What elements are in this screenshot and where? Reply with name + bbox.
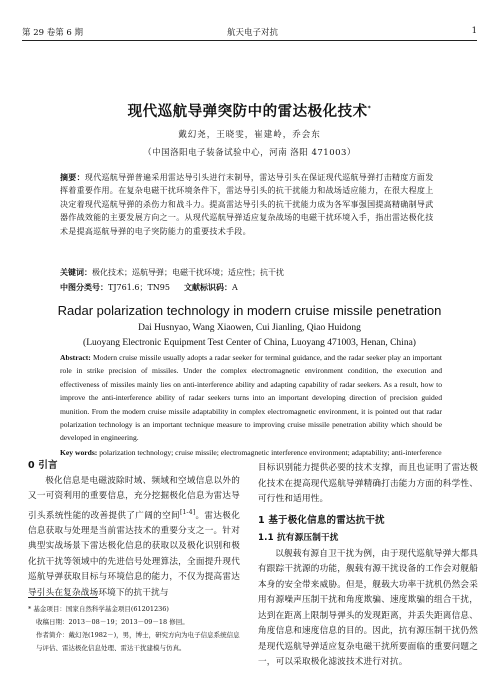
section-heading-intro: 0 引言 — [28, 460, 58, 471]
doc-code-label: 文献标识码： — [183, 283, 232, 292]
authors-en: Dai Husnyao, Wang Xiaowen, Cui Jianling, Qiao Huidong — [138, 323, 361, 333]
clc-label: 中图分类号： — [60, 283, 108, 292]
left-column — [28, 458, 240, 601]
abstract-en — [60, 351, 442, 445]
abstract-cn-text: 现代巡航导弹普遍采用雷达导引头进行末制导，雷达导引头在保证现代巡航导弹打击精度方面发挥着重要作用。在复杂电磁干扰环境条件下，雷达导引头的抗干扰能力和战场适应能力，在很大程度上决定着现代巡航导弹的杀伤力和战斗力。提高雷达导引头的抗干扰能力成为各军事强国提高精确制导武器作战效能的主要发展方向之一。从现代巡航导弹适应复杂战场的电磁干扰环境入手，指出雷达极化技术是提高巡航导弹的电子突防能力的重要技术手段。 — [60, 173, 434, 236]
paper-title-cn: 现代巡航导弹突防中的雷达极化技术* — [127, 104, 372, 120]
right-column — [258, 461, 478, 671]
citation-ref: [1-4] — [179, 508, 196, 516]
subsection-paragraph: 以舰载有源自卫干扰为例，由于现代巡航导弹大都具有跟踪干扰源的功能，舰载有源干扰设备的工作会对舰船本身的安全带来威胁。但是，舰载大功率干扰机仍然会采用有源噪声压制干扰和角度欺骗、速度欺骗的组合干扰，达到在距离上限制导弹头的发现距离，并丢失距离信息、角度信息和速度信息的目的。因此，抗有源压制干扰仍然是现代巡航导弹适应复杂电磁干扰所要面临的重要问题之一，可以采取极化滤波技术进行对抗。 — [258, 548, 478, 667]
abstract-en-text: Modern cruise missile usually adopts a radar seeker for terminal guidance, and the radar seeker play an important role in strike precision of missiles. Under the complex electromagnetic environment condition, the execution and effectiveness of missiles mainly lies on anti-interference ability and adapting capability of radar seekers. As a result, how to improve the anti-interference ability of radar seekers turns into an important developing direction of precision guided munition. From the modern cruise missile adaptability in complex electromagnetic environment, it is pointed out that radar polarization technology is an important technique measure to improving cruise missile penetration ability which should be developed in engineering. — [60, 353, 442, 443]
header-rule — [22, 40, 477, 41]
footnote-author: 作者简介：戴幻尧(1982－)，男，博士，研究方向为电子信息系统信息与评估、雷达极化信息处理、雷达干扰建模与仿真。 — [36, 631, 240, 652]
affiliation-en: (Luoyang Electronic Equipment Test Center of China, Luoyang 471003, Henan, China) — [83, 338, 416, 348]
section-heading-1: 1 基于极化信息的雷达抗干扰 — [258, 514, 385, 526]
page-header — [22, 26, 477, 38]
authors-cn: 戴幻尧，王晓雯，崔建岭，乔会东 — [178, 130, 321, 140]
right-column-continuation: 目标识别能力提供必要的技术支撑，而且也证明了雷达极化技术在提高现代巡航导弹精确打击能力方面的科学性、可行性和适用性。 — [258, 463, 478, 504]
footnote-fund: * 基金项目：国家自然科学基金项目(61201236) — [28, 605, 169, 613]
page-number: 1 — [471, 26, 477, 36]
clc-value: TJ761.6；TN95 — [108, 283, 170, 292]
paper-title-en: Radar polarization technology in modern cruise missile penetration — [57, 303, 442, 318]
journal-volume: 第 29 卷第 6 期 — [22, 28, 84, 38]
footnotes — [28, 603, 240, 655]
classification-cn — [60, 282, 440, 293]
affiliation-cn: （中国洛阳电子装备试验中心，河南 洛阳 471003） — [143, 148, 356, 158]
footnote-rule — [28, 597, 98, 598]
abstract-en-label: Abstract: — [60, 353, 91, 362]
keywords-cn-label: 关键词： — [60, 268, 92, 277]
keywords-en-text: polarization technology; cruise missile; electromagnetic interference environment; adaptability; anti-interference — [99, 448, 442, 457]
title-footnote-mark: * — [367, 105, 372, 113]
intro-paragraph: 极化信息是电磁波除时域、频域和空域信息以外的又一可资利用的重要信息，充分挖掘极化信息为雷达导引头系统性能的改善提供了广阔的空间[1-4]。雷达极化信息获取与处理是当前雷达技术的重要分支之一。针对典型实战场景下雷达极化信息的获取以及极化识别和极化抗干扰等领域中的先进信号处理算法，全面提升现代巡航导弹获取目标与环境信息的能力，不仅为提高雷达导引头在复杂战场环境下的抗干扰与 — [28, 475, 240, 598]
abstract-cn — [60, 171, 440, 238]
keywords-cn — [60, 267, 440, 278]
journal-name: 航天电子对抗 — [227, 28, 279, 38]
keywords-en-label: Key words: — [60, 448, 98, 457]
abstract-cn-label: 摘要： — [60, 173, 85, 182]
keywords-cn-text: 极化技术；巡航导弹；电磁干扰环境；适应性；抗干扰 — [92, 268, 284, 277]
doc-code-value: A — [231, 283, 238, 292]
subsection-heading-1-1: 1.1 抗有源压制干扰 — [258, 533, 339, 543]
footnote-received: 收稿日期：2013－08－19；2013－09－18 修回。 — [36, 618, 189, 626]
